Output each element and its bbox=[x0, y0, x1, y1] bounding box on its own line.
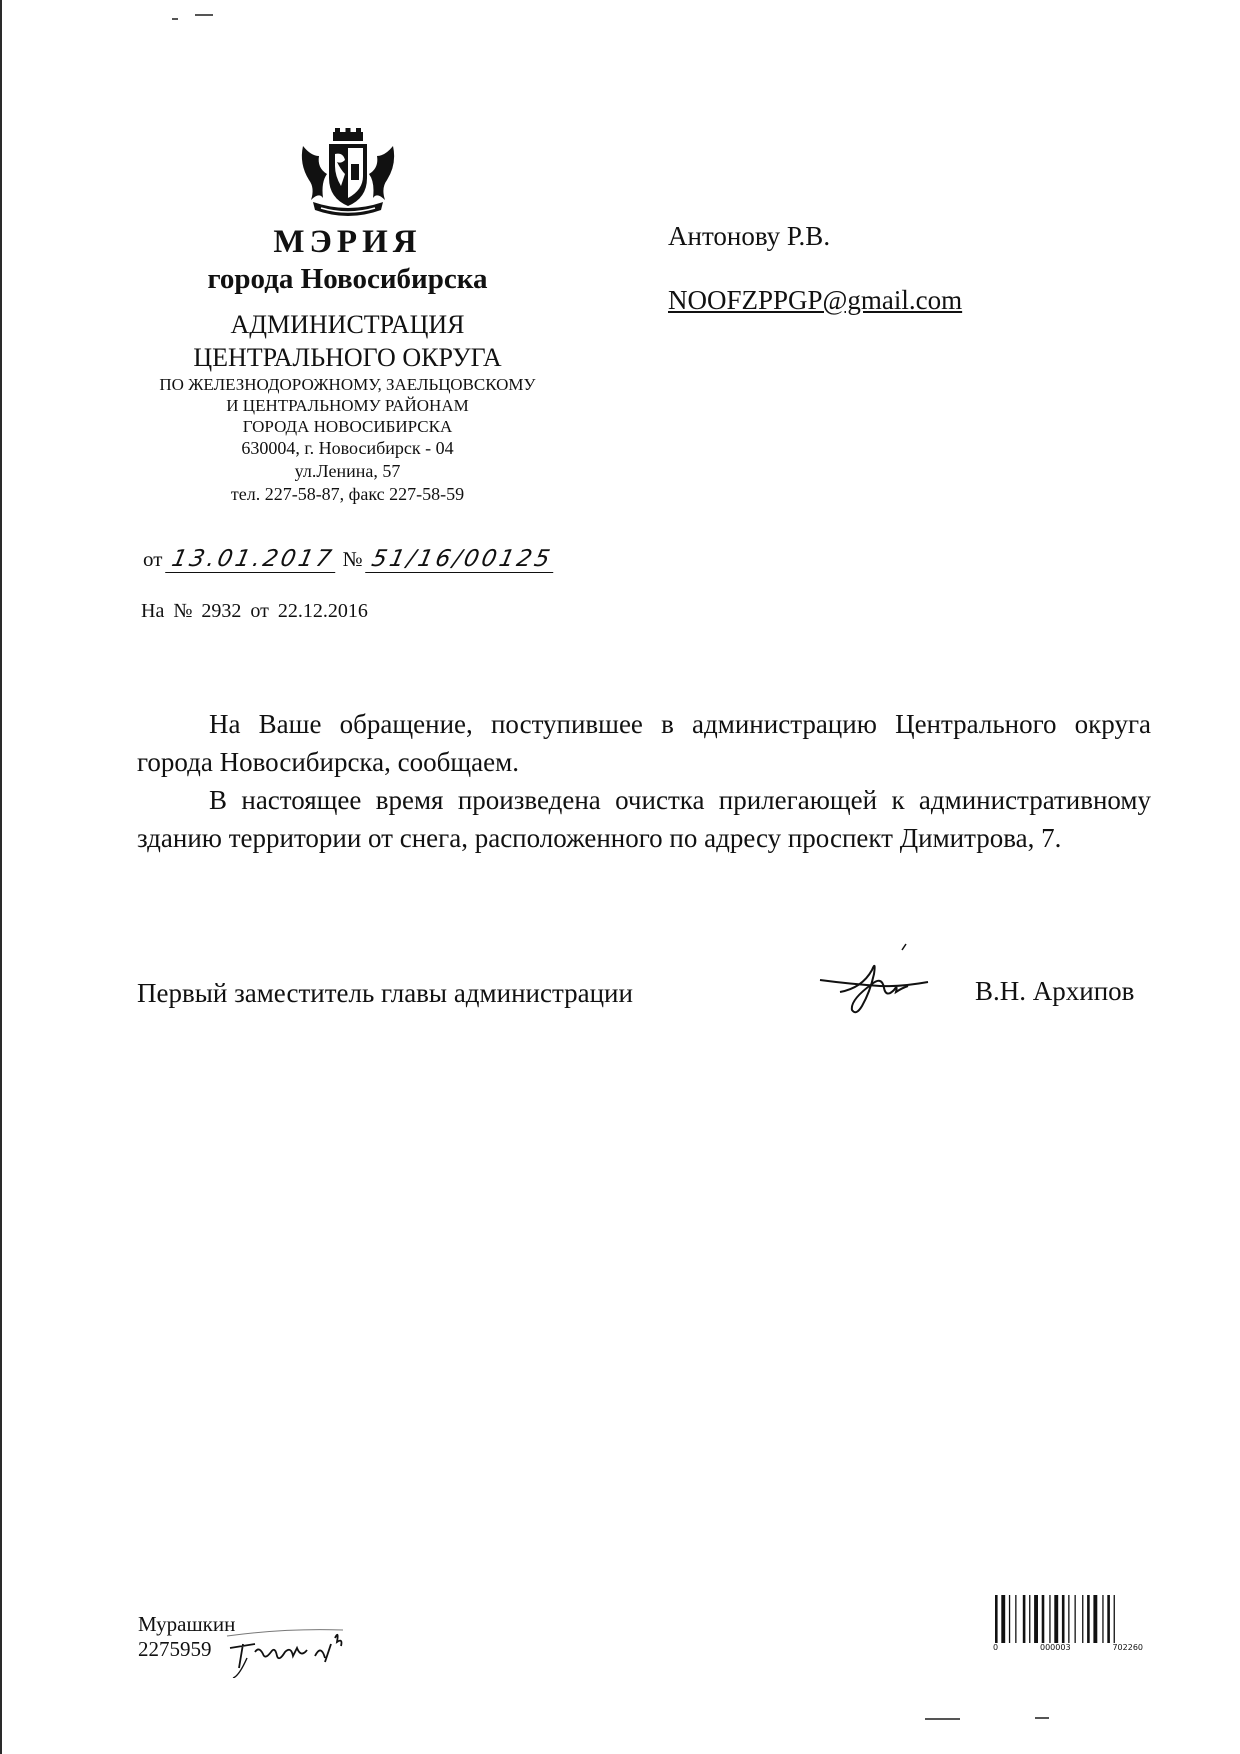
executor-block bbox=[138, 1612, 235, 1662]
barcode-bar bbox=[1029, 1595, 1030, 1643]
barcode-bar bbox=[1015, 1595, 1016, 1643]
barcode-middle-digits: 000003 bbox=[1040, 1643, 1071, 1652]
admin-title-line2: ЦЕНТРАЛЬНОГО ОКРУГА bbox=[193, 343, 502, 372]
executor-phone: 2275959 bbox=[138, 1637, 212, 1661]
barcode-bar bbox=[1034, 1595, 1038, 1643]
registration-line bbox=[143, 546, 556, 573]
scan-mark bbox=[172, 18, 178, 20]
barcode-bar bbox=[1001, 1595, 1005, 1643]
handwritten-number: 51/16/00125 bbox=[365, 546, 559, 573]
barcode-number bbox=[993, 1643, 1143, 1652]
barcode-bar bbox=[1075, 1595, 1076, 1643]
barcode-left-digits: 0 bbox=[993, 1643, 999, 1652]
admin-sub-line1: ПО ЖЕЛЕЗНОДОРОЖНОМУ, ЗАЕЛЬЦОВСКОМУ bbox=[159, 375, 536, 394]
admin-sub-line2: И ЦЕНТРАЛЬНОМУ РАЙОНАМ bbox=[226, 396, 469, 415]
barcode-bar bbox=[1009, 1595, 1010, 1643]
body-paragraph-1: На Ваше обращение, поступившее в администрацию Центрального округа города Новосибирска, сообщаем. bbox=[137, 709, 1151, 777]
barcode-bar bbox=[1054, 1595, 1058, 1643]
city-title: города Новосибирска bbox=[207, 263, 488, 295]
barcode-bar bbox=[1068, 1595, 1069, 1643]
barcode-bar bbox=[995, 1595, 998, 1643]
barcode-right-digits: 702260 bbox=[1112, 1643, 1143, 1652]
recipient-name: Антонову Р.В. bbox=[668, 221, 831, 251]
barcode-bar bbox=[1042, 1595, 1045, 1643]
scan-page-edge bbox=[0, 0, 2, 1754]
signatory-name: В.Н. Архипов bbox=[975, 976, 1135, 1006]
date-prefix: от bbox=[143, 547, 163, 571]
barcode-bar bbox=[1093, 1595, 1097, 1643]
address-line1: 630004, г. Новосибирск - 04 bbox=[241, 438, 454, 458]
barcode-bar bbox=[1087, 1595, 1090, 1643]
address-line2: ул.Ленина, 57 bbox=[294, 461, 401, 481]
barcode-bar bbox=[1062, 1595, 1065, 1643]
handwritten-date: 13.01.2017 bbox=[165, 546, 340, 573]
scan-mark bbox=[925, 1718, 960, 1720]
executor-name: Мурашкин bbox=[138, 1612, 236, 1636]
barcode-bar bbox=[1102, 1595, 1103, 1643]
phone-line: тел. 227-58-87, факс 227-58-59 bbox=[230, 484, 465, 504]
barcode-bar bbox=[1114, 1595, 1115, 1643]
executor-initials-icon bbox=[225, 1618, 375, 1678]
admin-sub-line3: ГОРОДА НОВОСИБИРСКА bbox=[242, 417, 453, 436]
scan-mark bbox=[1035, 1717, 1049, 1719]
body-paragraph-2: В настоящее время произведена очистка прилегающей к административному зданию территории от снега, расположенного по адресу проспект Димитрова, 7. bbox=[137, 785, 1151, 853]
novosibirsk-coat-of-arms-icon bbox=[297, 128, 399, 223]
barcode-bar bbox=[1082, 1595, 1083, 1643]
scan-mark bbox=[195, 14, 213, 16]
barcode-bar bbox=[1023, 1595, 1026, 1643]
handwritten-signature-icon bbox=[810, 940, 940, 1025]
admin-title-line1: АДМИНИСТРАЦИЯ bbox=[230, 310, 465, 339]
barcode-bar bbox=[1049, 1595, 1050, 1643]
letterhead bbox=[135, 222, 560, 506]
barcode-bar bbox=[1107, 1595, 1110, 1643]
signatory-position: Первый заместитель главы администрации bbox=[137, 978, 633, 1008]
number-prefix: № bbox=[342, 547, 363, 571]
letter-body bbox=[137, 705, 1151, 857]
mayor-title: МЭРИЯ bbox=[273, 224, 422, 260]
recipient-email: NOOFZPPGP@gmail.com bbox=[668, 285, 963, 315]
reference-line: На № 2932 от 22.12.2016 bbox=[141, 600, 368, 622]
